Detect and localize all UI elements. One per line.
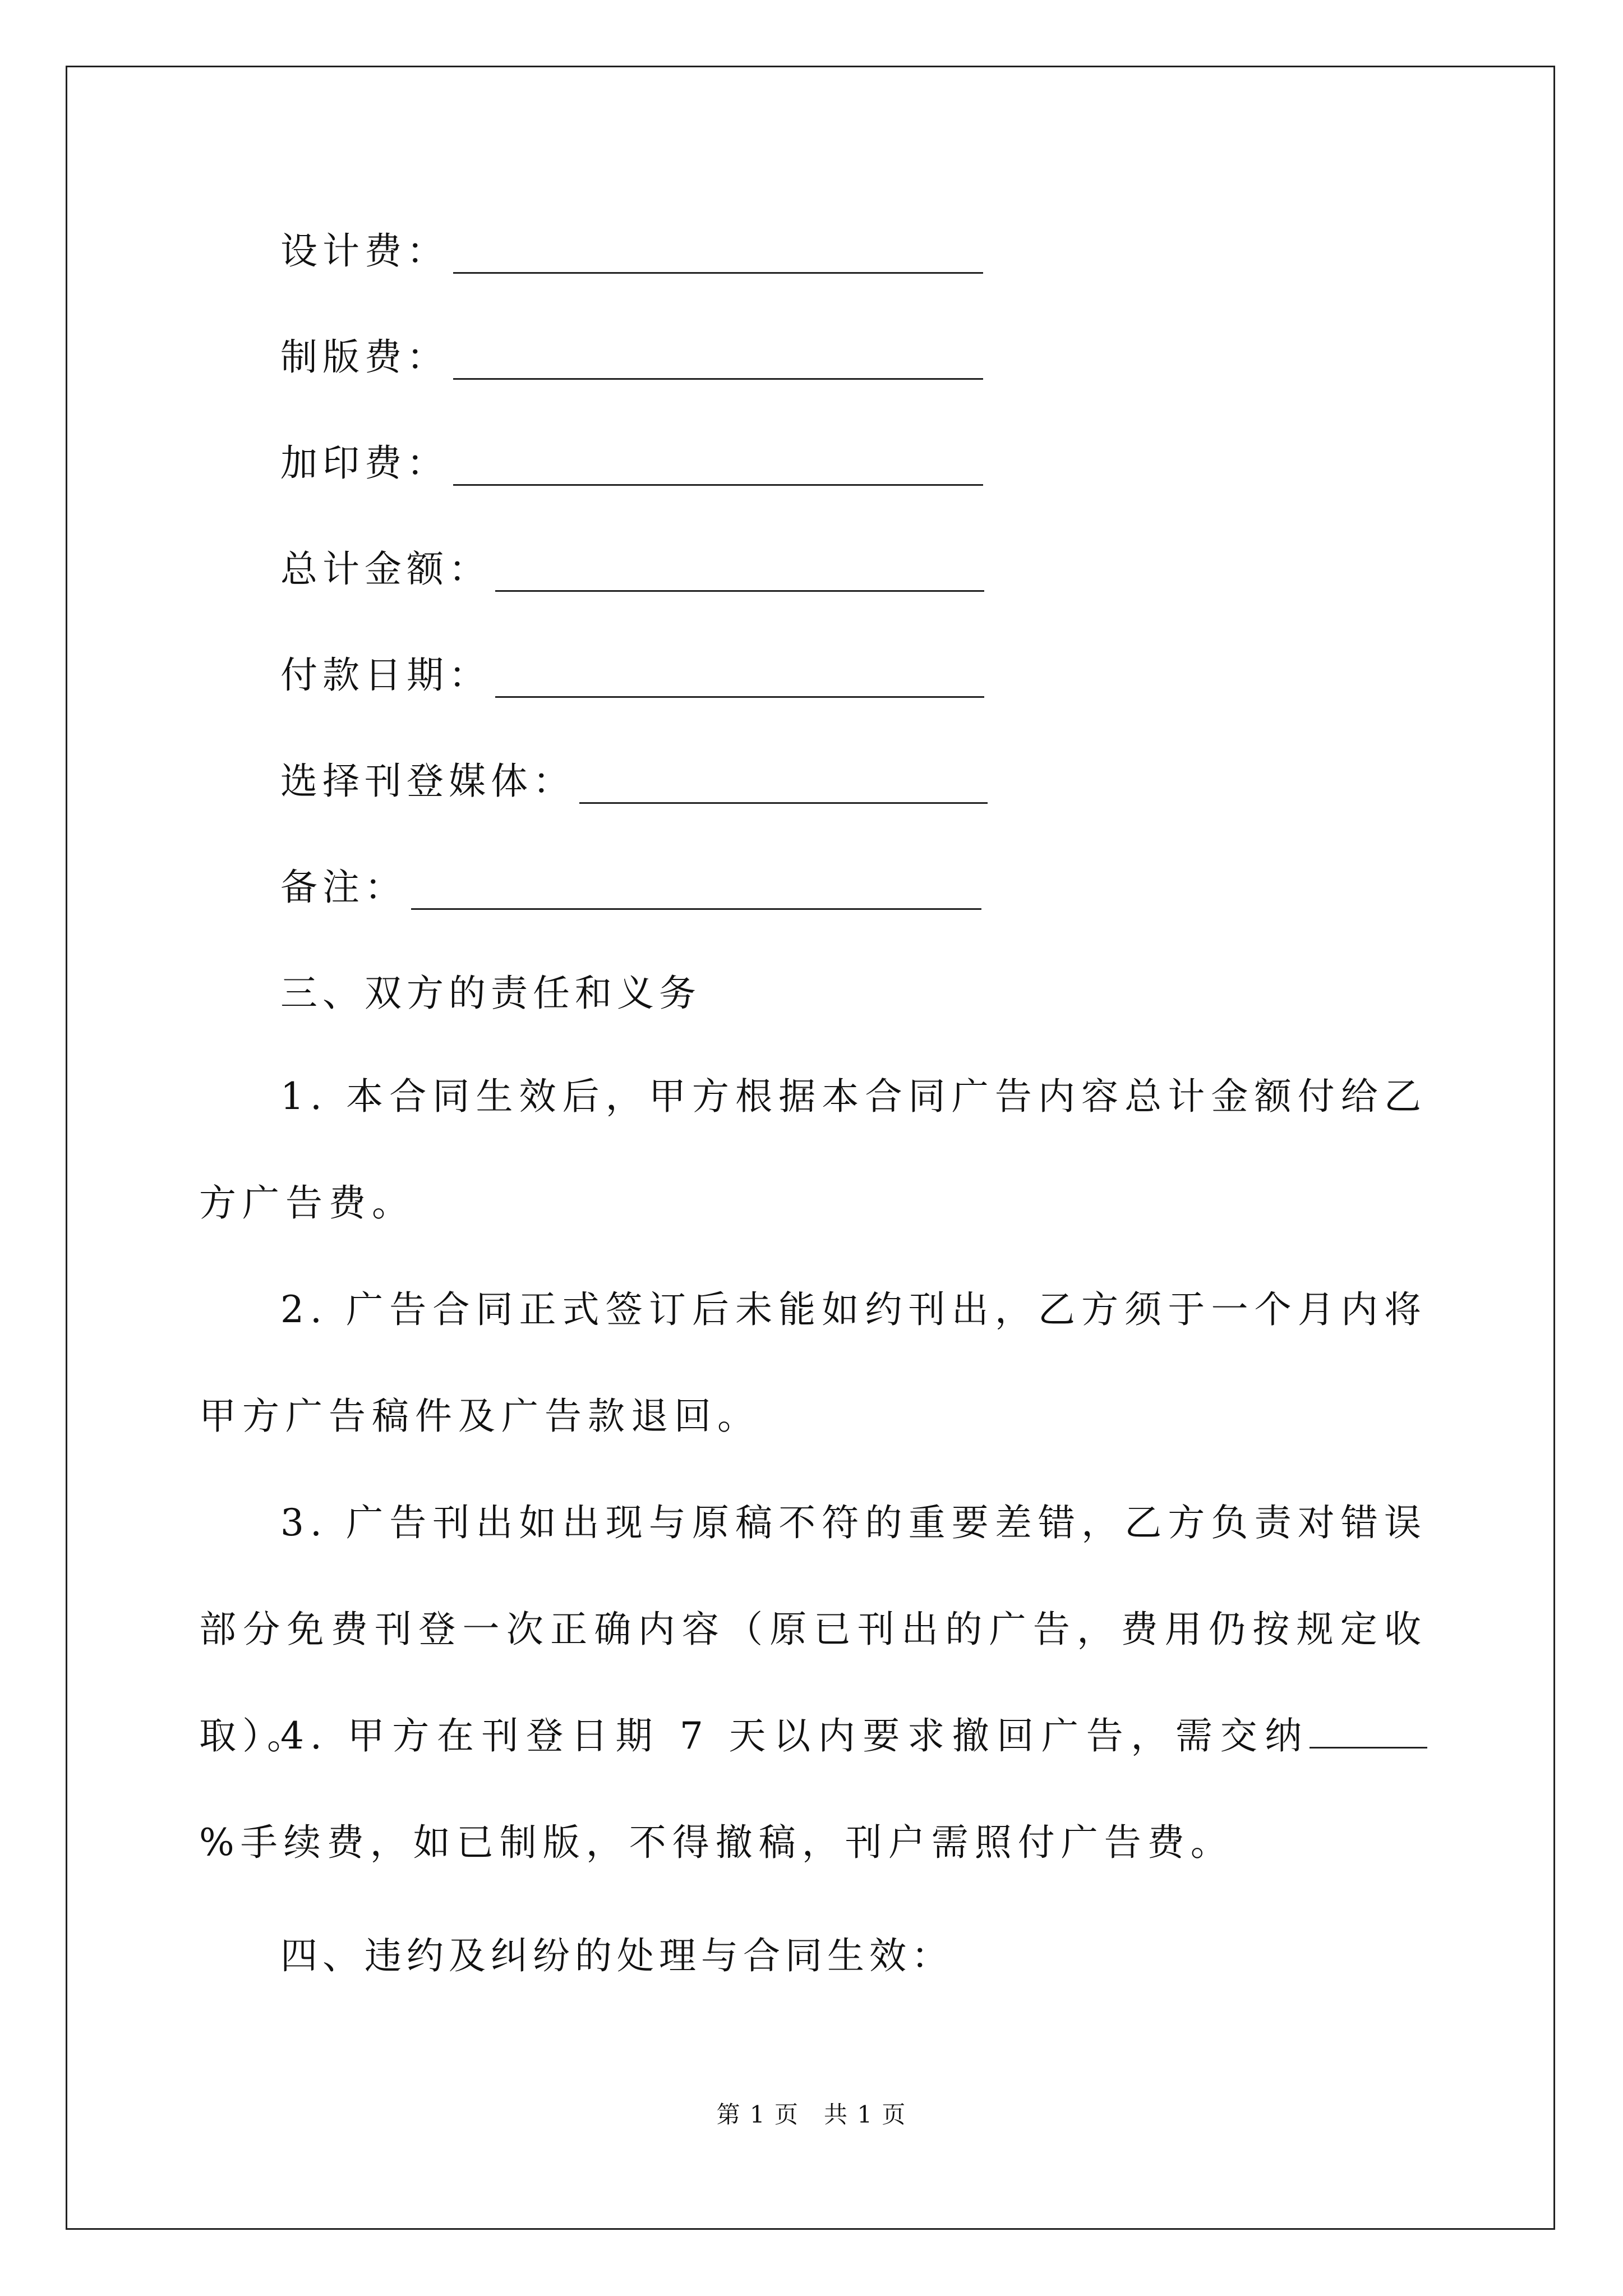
section-3-item-2: 2. 广告合同正式签订后未能如约刊出，乙方须于一个月内将甲方广告稿件及广告款退回。 — [199, 1288, 1427, 1438]
extra-print-fee-label: 加印费： — [280, 441, 449, 485]
remarks-label: 备注： — [280, 866, 407, 909]
remarks-field — [280, 865, 981, 910]
page-footer: 第 1 页 共 1 页 — [716, 2101, 907, 2128]
design-fee-blank[interactable] — [453, 236, 983, 274]
plate-fee-field — [280, 335, 983, 380]
item-4-text-after: %手续费，如已制版，不得撤稿，刊户需照付广告费。 — [199, 1821, 1234, 1864]
design-fee-label: 设计费： — [280, 229, 449, 273]
plate-fee-label: 制版费： — [280, 335, 449, 379]
total-amount-label: 总计金额： — [280, 547, 491, 591]
media-choice-blank[interactable] — [579, 766, 988, 804]
plate-fee-blank[interactable] — [453, 342, 983, 380]
section-4-heading: 四、违约及纠纷的处理与合同生效： — [280, 1934, 953, 1977]
payment-date-field — [280, 653, 984, 698]
section-3-item-4 — [199, 1683, 1427, 1896]
section-3-item-1: 1. 本合同生效后，甲方根据本合同广告内容总计金额付给乙方广告费。 — [199, 1075, 1427, 1225]
media-choice-label: 选择刊登媒体： — [280, 760, 575, 803]
extra-print-fee-blank[interactable] — [453, 448, 983, 486]
media-choice-field — [280, 759, 988, 804]
section-3-heading: 三、双方的责任和义务 — [280, 972, 701, 1015]
handling-fee-percent-blank[interactable] — [1310, 1714, 1427, 1749]
design-fee-field — [280, 229, 983, 274]
total-amount-blank[interactable] — [495, 554, 984, 592]
total-amount-field — [280, 547, 984, 592]
payment-date-blank[interactable] — [495, 660, 984, 698]
remarks-blank[interactable] — [411, 872, 981, 910]
section-3-item-3: 3. 广告刊出如出现与原稿不符的重要差错，乙方负责对错误部分免费刊登一次正确内容（原已刊出的广告，费用仍按规定收取）。 — [199, 1501, 1427, 1757]
item-4-text-before: 4. 甲方在刊登日期 7 天以内要求撤回广告，需交纳 — [280, 1714, 1310, 1757]
payment-date-label: 付款日期： — [280, 654, 491, 697]
extra-print-fee-field — [280, 441, 983, 486]
